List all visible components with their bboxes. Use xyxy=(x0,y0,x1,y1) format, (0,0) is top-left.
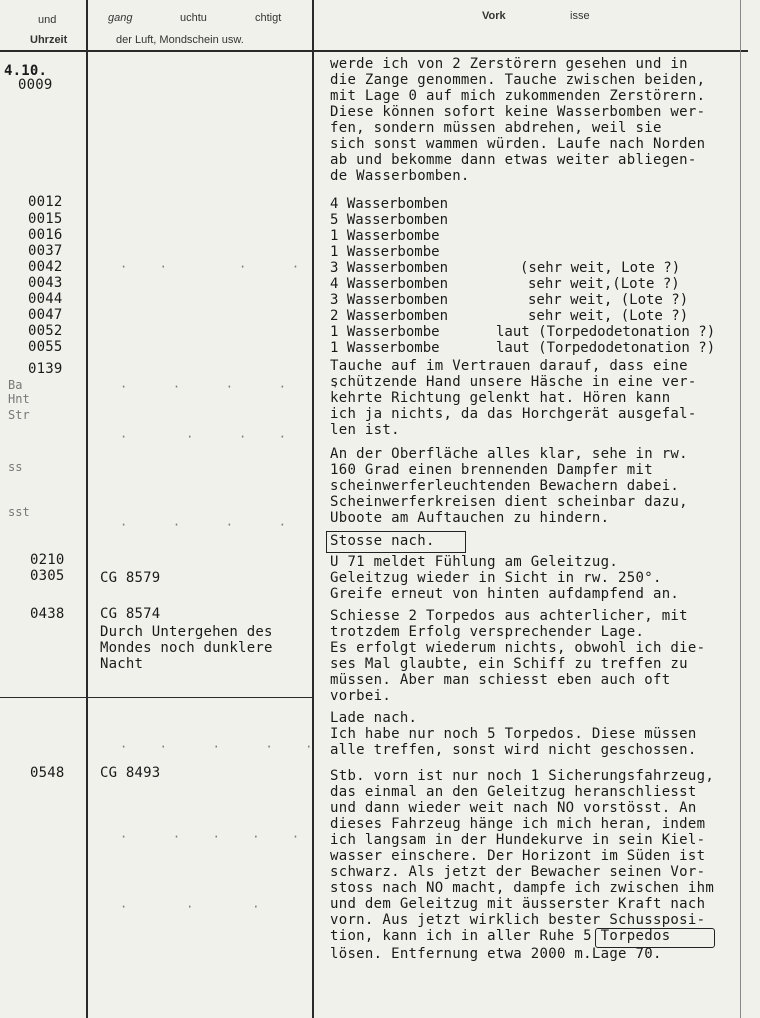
mid-dots-3: · · · · xyxy=(120,430,292,444)
time-0037: 0037 xyxy=(28,243,63,259)
wb-label: 3 Wasserbomben xyxy=(330,260,449,276)
position-2-note-3: Nacht xyxy=(100,656,144,672)
para7-line: Stb. vorn ist nur noch 1 Sicherungsfahrzeug, xyxy=(330,768,715,784)
mid-dots-2: · · · · · xyxy=(120,380,345,394)
header-col3: Vork xyxy=(482,10,506,22)
para1-line: die Zange genommen. Tauche zwischen beiden, xyxy=(330,72,706,88)
para2-line: schützende Hand unsere Häsche in eine ver- xyxy=(330,374,697,390)
wb-label: 5 Wasserbomben xyxy=(330,212,449,228)
left-noise-5: sst xyxy=(8,505,30,519)
left-noise-3: Str xyxy=(8,408,30,422)
para7-line: dieses Fahrzeug hänge ich mich heran, indem xyxy=(330,816,706,832)
header-col2-b: uchtu xyxy=(180,12,207,24)
para5-line: Es erfolgt wiederum nichts, obwohl ich die- xyxy=(330,640,706,656)
time-0305: 0305 xyxy=(30,568,65,584)
left-noise-2: Hnt xyxy=(8,392,30,406)
header-col2-a: gang xyxy=(108,12,133,24)
para1-line: werde ich von 2 Zerstörern gesehen und in xyxy=(330,56,688,72)
wb-note: (sehr weit, Lote ?) xyxy=(520,260,681,276)
wb-label: 3 Wasserbomben xyxy=(330,292,449,308)
para6-line: Ich habe nur noch 5 Torpedos. Diese müssen xyxy=(330,726,697,742)
para3-line: 160 Grad einen brennenden Dampfer mit xyxy=(330,462,653,478)
para5-line: müssen. Aber man schiesst eben auch oft xyxy=(330,672,671,688)
position-2-note-1: Durch Untergehen des xyxy=(100,624,273,640)
column-divider-1 xyxy=(86,0,88,1018)
para5-line: ses Mal glaubte, ein Schiff zu treffen zu xyxy=(330,656,688,672)
time-0015: 0015 xyxy=(28,211,63,227)
time-0016: 0016 xyxy=(28,227,63,243)
column-divider-2 xyxy=(312,0,314,1018)
left-noise-4: ss xyxy=(8,460,23,474)
wb-label: 1 Wasserbombe xyxy=(330,228,440,244)
para5-line: trotzdem Erfolg versprechender Lage. xyxy=(330,624,645,640)
wb-note: sehr weit, (Lote ?) xyxy=(528,308,689,324)
time-0043: 0043 xyxy=(28,275,63,291)
para7-line: tion, kann ich in aller Ruhe 5 Torpedos xyxy=(330,928,671,944)
header-col2-c: chtigt xyxy=(255,12,282,24)
time-0548: 0548 xyxy=(30,765,65,781)
stosse-nach: Stosse nach. xyxy=(330,533,435,549)
para7-line: wasser einschere. Der Horizont im Süden ist xyxy=(330,848,706,864)
wb-note: sehr weit, (Lote ?) xyxy=(528,292,689,308)
time-0210: 0210 xyxy=(30,552,65,568)
time-0139: 0139 xyxy=(28,361,63,377)
position-2-note-2: Mondes noch dunklere xyxy=(100,640,273,656)
position-2: CG 8574 xyxy=(100,606,161,622)
position-3: CG 8493 xyxy=(100,765,161,781)
para1-line: ab und bekomme dann etwas weiter abliegen- xyxy=(330,152,697,168)
wb-label: 1 Wasserbombe xyxy=(330,340,440,356)
column-divider-3 xyxy=(740,0,741,1018)
para1-line: de Wasserbomben. xyxy=(330,168,470,184)
para1-line: Diese können sofort keine Wasserbomben wer- xyxy=(330,104,706,120)
para2-line: kehrte Richtung gelenkt hat. Hören kann xyxy=(330,390,671,406)
time-0044: 0044 xyxy=(28,291,63,307)
time-0055: 0055 xyxy=(28,339,63,355)
para1-line: mit Lage 0 auf mich zukommenden Zerstörern. xyxy=(330,88,706,104)
section-divider xyxy=(0,697,312,698)
wb-label: 1 Wasserbombe xyxy=(330,324,440,340)
mid-dots-4: · · · · xyxy=(120,518,292,532)
wb-label: 1 Wasserbombe xyxy=(330,244,440,260)
para4-line: U 71 meldet Fühlung am Geleitzug. xyxy=(330,554,619,570)
position-1: CG 8579 xyxy=(100,570,161,586)
para5-line: Schiesse 2 Torpedos aus achterlicher, mit xyxy=(330,608,688,624)
para7-line: und dann wieder weit nach NO vorstösst. An xyxy=(330,800,697,816)
wb-note: sehr weit,(Lote ?) xyxy=(528,276,680,292)
time-0042: 0042 xyxy=(28,259,63,275)
para3-line: An der Oberfläche alles klar, sehe in rw. xyxy=(330,446,688,462)
para1-line: sich sonst wammen würden. Laufe nach Norden xyxy=(330,136,706,152)
wb-label: 4 Wasserbomben xyxy=(330,276,449,292)
para7-line: ich langsam in der Hundekurve in sein Kiel- xyxy=(330,832,706,848)
para3-line: scheinwerferleuchtenden Bewachern dabei. xyxy=(330,478,680,494)
time-0009: 0009 xyxy=(18,77,53,93)
torpedos-box xyxy=(595,928,715,948)
para7-line: schwarz. Als jetzt der Bewacher seinen Vor- xyxy=(330,864,706,880)
header-divider xyxy=(0,50,748,52)
wb-note: laut (Torpedodetonation ?) xyxy=(496,340,716,356)
para3-line: Uboote am Auftauchen zu hindern. xyxy=(330,510,610,526)
para2-line: Tauche auf im Vertrauen darauf, dass eine xyxy=(330,358,688,374)
para6-line: alle treffen, sonst wird nicht geschossen. xyxy=(330,742,697,758)
date: 4.10. xyxy=(4,63,48,79)
time-0438: 0438 xyxy=(30,606,65,622)
time-0047: 0047 xyxy=(28,307,63,323)
para1-line: fen, sondern müssen abdrehen, weil sie xyxy=(330,120,662,136)
mid-dots-7: · · · xyxy=(120,900,266,914)
header-col2-line2: der Luft, Mondschein usw. xyxy=(116,34,244,46)
para2-line: len ist. xyxy=(330,422,400,438)
time-0012: 0012 xyxy=(28,194,63,210)
para3-line: Scheinwerferkreisen dient scheinbar dazu, xyxy=(330,494,688,510)
header-col3b: isse xyxy=(570,10,590,22)
wb-note: laut (Torpedodetonation ?) xyxy=(496,324,716,340)
wb-label: 4 Wasserbomben xyxy=(330,196,449,212)
header-col1-line2: Uhrzeit xyxy=(30,34,68,46)
stosse-nach-box xyxy=(326,531,466,553)
para4-line: Geleitzug wieder in Sicht in rw. 250°. xyxy=(330,570,662,586)
left-noise-1: Ba xyxy=(8,378,23,392)
mid-dots-5: · · · · · xyxy=(120,740,319,754)
time-0052: 0052 xyxy=(28,323,63,339)
mid-dots-1: · · · · xyxy=(120,260,306,274)
para7-line: das einmal an den Geleitzug heranschliesst xyxy=(330,784,697,800)
para5-line: vorbei. xyxy=(330,688,392,704)
para7-line: vorn. Aus jetzt wirklich bester Schussposi- xyxy=(330,912,706,928)
para7-line: stoss nach NO macht, dampfe ich zwischen ihm xyxy=(330,880,715,896)
para2-line: ich ja nichts, da das Horchgerät ausgefal- xyxy=(330,406,697,422)
para7-line: lösen. Entfernung etwa 2000 m.Lage 70. xyxy=(330,946,662,962)
wb-label: 2 Wasserbomben xyxy=(330,308,449,324)
para6-line: Lade nach. xyxy=(330,710,418,726)
para7-line: und dem Geleitzug mit äusserster Kraft nach xyxy=(330,896,706,912)
para4-line: Greife erneut von hinten aufdampfend an. xyxy=(330,586,680,602)
header-col1-line1: und xyxy=(38,14,57,26)
mid-dots-6: · · · · · xyxy=(120,830,306,844)
